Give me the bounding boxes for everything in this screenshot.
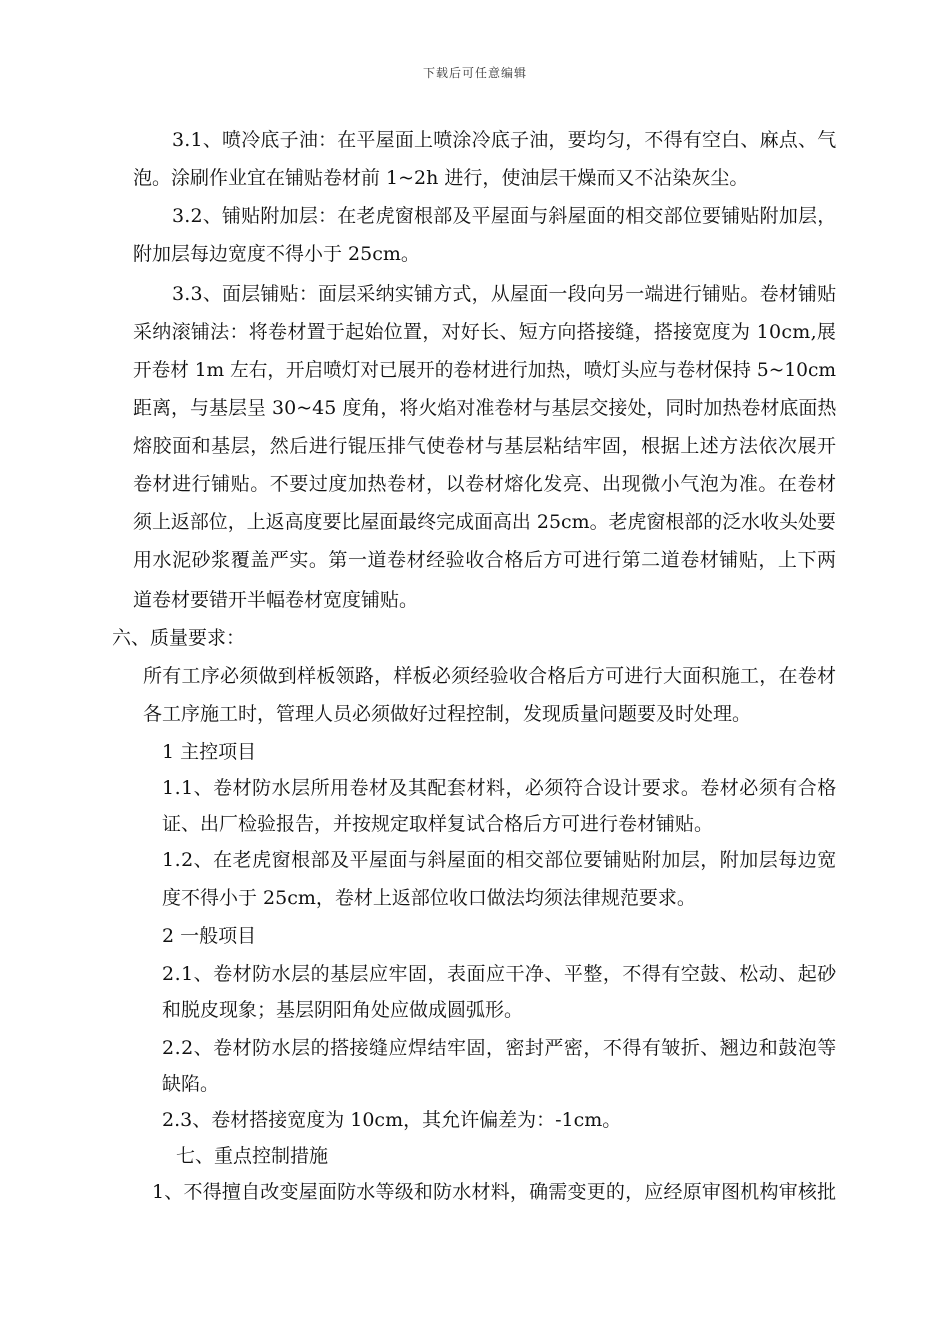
text-line: 和脱皮现象；基层阴阳角处应做成圆弧形。 [162,999,524,1021]
text-line: 1.2、在老虎窗根部及平屋面与斜屋面的相交部位要铺贴附加层，附加层每边宽 [162,849,837,871]
text-line: 用水泥砂浆覆盖严实。第一道卷材经验收合格后方可进行第二道卷材铺贴，上下两 [133,549,837,571]
text-line: 六、质量要求： [112,627,246,649]
text-line: 道卷材要错开半幅卷材宽度铺贴。 [133,589,419,611]
text-line: 距离，与基层呈 30~45 度角，将火焰对准卷材与基层交接处，同时加热卷材底面热 [133,397,837,419]
text-line: 度不得小于 25cm，卷材上返部位收口做法均须法律规范要求。 [162,887,696,909]
text-line: 卷材进行铺贴。不要过度加热卷材，以卷材熔化发亮、出现微小气泡为准。在卷材 [133,473,837,495]
text-line: 熔胶面和基层，然后进行锟压排气使卷材与基层粘结牢固，根据上述方法依次展开 [133,435,837,457]
text-line: 附加层每边宽度不得小于 25cm。 [133,243,420,265]
text-line: 2.3、卷材搭接宽度为 10cm，其允许偏差为：-1cm。 [162,1109,622,1131]
text-line: 采纳滚铺法：将卷材置于起始位置，对好长、短方向搭接缝，搭接宽度为 10cm,展 [133,321,837,343]
text-line: 2.2、卷材防水层的搭接缝应焊结牢固，密封严密，不得有皱折、翘边和鼓泡等 [162,1037,837,1059]
text-line: 3.2、铺贴附加层：在老虎窗根部及平屋面与斜屋面的相交部位要铺贴附加层， [172,205,837,227]
text-line: 1 主控项目 [162,741,257,763]
text-line: 所有工序必须做到样板领路，样板必须经验收合格后方可进行大面积施工，在卷材 [143,665,837,687]
text-line: 开卷材 1m 左右，开启喷灯对已展开的卷材进行加热，喷灯头应与卷材保持 5~10cm [133,359,837,381]
text-line: 缺陷。 [162,1073,220,1095]
text-line: 各工序施工时，管理人员必须做好过程控制，发现质量问题要及时处理。 [143,703,752,725]
text-line: 七、重点控制措施 [176,1145,329,1167]
text-line: 1.1、卷材防水层所用卷材及其配套材料，必须符合设计要求。卷材必须有合格 [162,777,837,799]
page-header: 下载后可任意编辑 [422,66,527,80]
text-line: 1、不得擅自改变屋面防水等级和防水材料，确需变更的，应经原审图机构审核批 [152,1181,837,1203]
text-line: 2.1、卷材防水层的基层应牢固，表面应干净、平整，不得有空鼓、松动、起砂 [162,963,837,985]
text-line: 3.3、面层铺贴：面层采纳实铺方式，从屋面一段向另一端进行铺贴。卷材铺贴 [172,283,837,305]
text-line: 须上返部位，上返高度要比屋面最终完成面高出 25cm。老虎窗根部的泛水收头处要 [133,511,836,533]
text-line: 证、出厂检验报告，并按规定取样复试合格后方可进行卷材铺贴。 [162,813,714,835]
text-line: 泡。涂刷作业宜在铺贴卷材前 1~2h 进行，使油层干燥而又不沾染灰尘。 [133,167,749,189]
text-line: 2 一般项目 [162,925,257,947]
text-line: 3.1、喷冷底子油：在平屋面上喷涂冷底子油，要均匀，不得有空白、麻点、气 [172,129,837,151]
